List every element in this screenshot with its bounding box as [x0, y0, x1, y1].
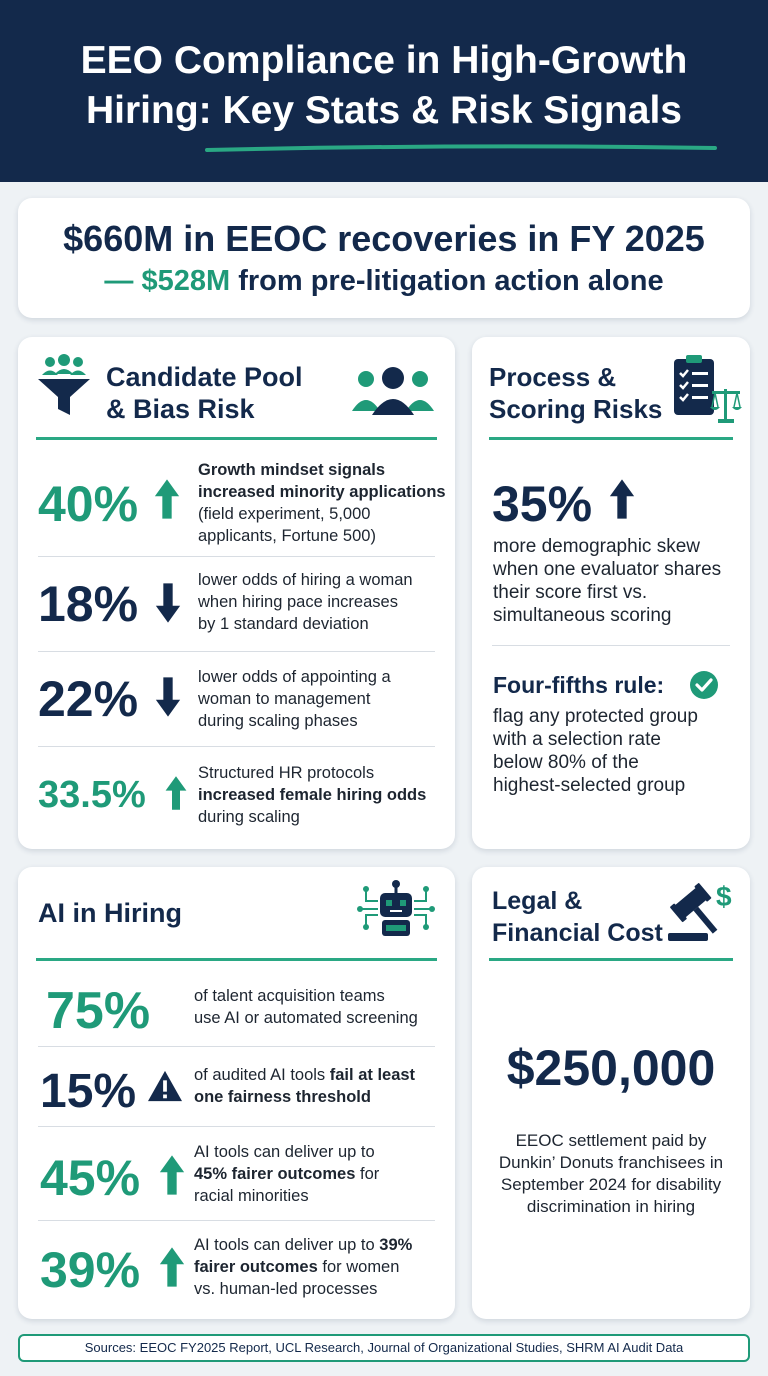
- legal-financial-rule: [489, 958, 733, 961]
- divider: [38, 556, 435, 557]
- dollar-sign-icon: $: [716, 881, 732, 912]
- stat-value: 35%: [492, 476, 593, 532]
- stat-description: AI tools can deliver up to 45% fairer outcomes for racial minorities: [194, 1143, 380, 1205]
- stat-description: lower odds of hiring a woman when hiring pace increases by 1 standard deviation: [198, 571, 413, 633]
- settlement-amount: $250,000: [506, 1040, 716, 1096]
- process-scoring-title: Process & Scoring Risks: [489, 362, 663, 424]
- header-banner: [0, 0, 768, 182]
- process-scoring-card: [472, 337, 750, 849]
- scales-icon: [710, 389, 742, 423]
- candidate-pool-card: [18, 337, 455, 849]
- stat-value: 39%: [40, 1242, 141, 1298]
- divider: [38, 1220, 435, 1221]
- arrow-up-icon: [164, 773, 188, 813]
- stat-value: 40%: [38, 476, 139, 532]
- title-line-1: EEO Compliance in High-Growth: [80, 39, 688, 82]
- warning-triangle-icon: [146, 1069, 184, 1103]
- title-underline-swoosh: [205, 143, 717, 153]
- robot-icon: [356, 879, 436, 943]
- hero-line-2: — $528M from pre-litigation action alone: [104, 265, 664, 297]
- arrow-down-icon: [154, 675, 182, 719]
- stat-description: of audited AI tools fail at least one fairness threshold: [194, 1066, 416, 1106]
- stat-value: 22%: [38, 671, 139, 727]
- divider: [38, 746, 435, 747]
- settlement-description: EEOC settlement paid by Dunkin’ Donuts franchisees in September 2024 for disability discrimination in hiring: [498, 1131, 724, 1216]
- process-scoring-rule: [489, 437, 733, 440]
- stat-value: 15%: [40, 1065, 137, 1118]
- stat-description: AI tools can deliver up to 39% fairer outcomes for women vs. human-led processes: [194, 1236, 413, 1298]
- legal-financial-card: [472, 867, 750, 1319]
- legal-financial-title: Legal & Financial Cost: [492, 887, 663, 947]
- stat-description: more demographic skew when one evaluator shares their score first vs. simultaneous scoring: [493, 536, 722, 626]
- page-title: [0, 36, 768, 136]
- hero-banner: [18, 198, 750, 318]
- ai-hiring-title: AI in Hiring: [38, 898, 182, 928]
- four-fifths-rule-heading: Four-fifths rule:: [493, 672, 665, 698]
- arrow-up-icon: [158, 1153, 186, 1197]
- arrow-up-icon: [608, 477, 636, 521]
- title-line-2: Hiring: Key Stats & Risk Signals: [86, 89, 682, 132]
- stat-value: 75%: [46, 982, 151, 1040]
- candidate-pool-title: Candidate Pool & Bias Risk: [106, 362, 303, 424]
- stat-value: 45%: [40, 1150, 141, 1206]
- checkmark-circle-icon: [689, 670, 719, 700]
- divider: [492, 645, 730, 646]
- sources-footer: Sources: EEOC FY2025 Report, UCL Research, Journal of Organizational Studies, SHRM AI Audit Data: [18, 1334, 750, 1362]
- stat-description: Structured HR protocols increased female hiring odds during scaling: [198, 764, 427, 826]
- stat-description: lower odds of appointing a woman to management during scaling phases: [198, 668, 391, 730]
- arrow-up-icon: [153, 477, 181, 521]
- ai-hiring-card: [18, 867, 455, 1319]
- clipboard-checklist-icon: [672, 353, 742, 425]
- arrow-down-icon: [154, 581, 182, 625]
- arrow-up-icon: [158, 1245, 186, 1289]
- stat-value: 18%: [38, 576, 139, 632]
- hero-line-1: $660M in EEOC recoveries in FY 2025: [63, 218, 705, 259]
- candidate-pool-rule: [36, 437, 437, 440]
- stat-description: Growth mindset signals increased minority applications (field experiment, 5,000 applicants, Fortune 500): [198, 461, 446, 545]
- stat-description: of talent acquisition teams use AI or automated screening: [194, 987, 418, 1027]
- stat-value: 33.5%: [38, 774, 146, 816]
- group-people-icon: [350, 365, 436, 415]
- divider: [38, 651, 435, 652]
- divider: [38, 1126, 435, 1127]
- four-fifths-rule-text: flag any protected group with a selection rate below 80% of the highest-selected group: [493, 706, 698, 796]
- funnel-people-icon: [36, 353, 92, 417]
- divider: [38, 1046, 435, 1047]
- ai-hiring-rule: [36, 958, 437, 961]
